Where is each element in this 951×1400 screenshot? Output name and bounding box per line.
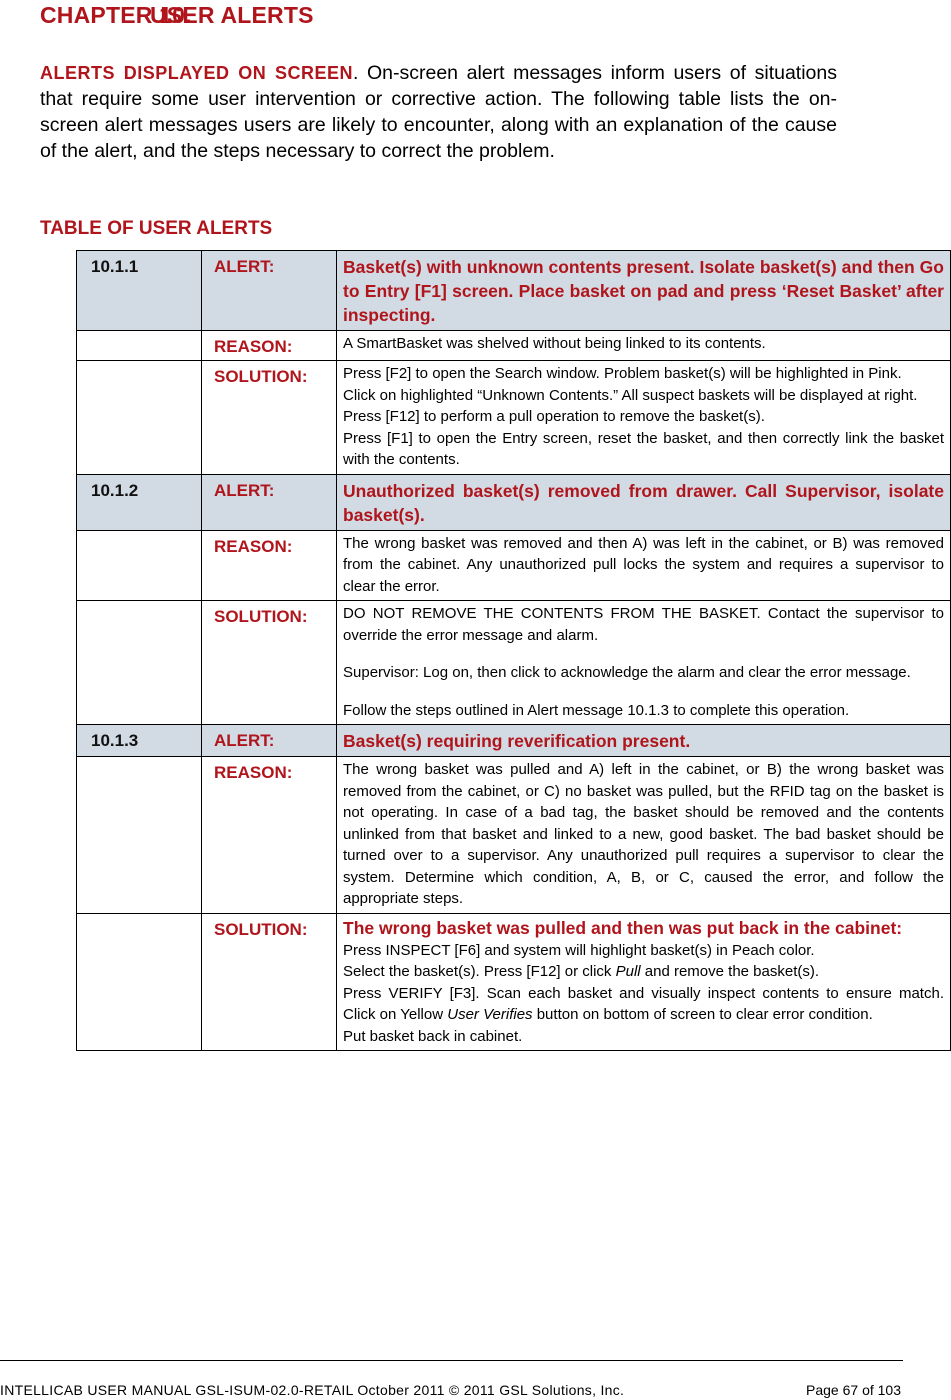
empty-cell: [77, 757, 202, 914]
step-text: Press VERIFY [F3]. Scan each basket and visually inspect contents to ensure match. Click on Yellow: [343, 984, 944, 1023]
solution-step: DO NOT REMOVE THE CONTENTS FROM THE BASKET. Contact the supervisor to override the error message and alarm.: [343, 605, 944, 644]
solution-step: Press [F12] to perform a pull operation to remove the basket(s).: [343, 408, 765, 425]
solution-label: SOLUTION:: [202, 601, 337, 725]
solution-cell: [337, 601, 951, 725]
intro-body: . On-screen alert messages inform users of situations that require some user intervention or corrective action. The following table lists the on-screen alert messages users are likely to encounter, along with an explanation of the cause of the alert, and the steps necessary to correct the problem.: [40, 62, 838, 162]
alert-message: Basket(s) requiring reverification present.: [337, 725, 951, 757]
empty-cell: [77, 913, 202, 1051]
empty-cell: [77, 601, 202, 725]
alert-label: ALERT:: [202, 725, 337, 757]
solution-row: [77, 601, 951, 725]
reason-text: The wrong basket was pulled and A) left in the cabinet, or B) the wrong basket was removed from the cabinet, or C) no basket was pulled, but the RFID tag on the basket is not operating. In case of a bad tag, the basket should be removed and the contents unlinked from that basket and linked to a new, good basket. The bad basket should be turned over to a supervisor. Any unauthorized pull requires a supervisor to clear the system. Determine which condition, A, B, or C, caused the error, and follow the appropriate steps.: [337, 757, 951, 914]
empty-cell: [77, 530, 202, 601]
footer-divider: [0, 1360, 903, 1361]
alert-row: [77, 725, 951, 757]
solution-row: [77, 913, 951, 1051]
solution-step: [343, 961, 944, 983]
intro-lead: ALERTS DISPLAYED ON SCREEN: [40, 63, 353, 83]
chapter-title: USER ALERTS: [150, 2, 314, 28]
step-text: button on bottom of screen to clear error condition.: [532, 1006, 873, 1023]
solution-step: Press [F1] to open the Entry screen, reset the basket, and then correctly link the basket with the contents.: [343, 429, 944, 468]
chapter-heading: [40, 2, 314, 29]
reason-text: A SmartBasket was shelved without being linked to its contents.: [337, 331, 951, 361]
alert-label: ALERT:: [202, 251, 337, 331]
footer-manual-info: INTELLICAB USER MANUAL GSL-ISUM-02.0-RETAIL October 2011 © 2011 GSL Solutions, Inc.: [0, 1382, 625, 1398]
alert-label: ALERT:: [202, 474, 337, 530]
solution-step: [343, 983, 944, 1026]
reason-label: REASON:: [202, 530, 337, 601]
reason-row: [77, 757, 951, 914]
alert-message: Unauthorized basket(s) removed from drawer. Call Supervisor, isolate basket(s).: [337, 474, 951, 530]
solution-heading: The wrong basket was pulled and then was put back in the cabinet:: [343, 917, 903, 938]
solution-cell: [337, 913, 951, 1051]
pull-term: Pull: [615, 963, 641, 980]
solution-cell: [337, 361, 951, 475]
solution-step: Put basket back in cabinet.: [343, 1027, 523, 1045]
solution-label: SOLUTION:: [202, 913, 337, 1051]
solution-row: [77, 361, 951, 475]
alert-id: 10.1.3: [77, 725, 202, 757]
solution-step: Follow the steps outlined in Alert message 10.1.3 to complete this operation.: [343, 701, 850, 719]
table-title: TABLE OF USER ALERTS: [40, 218, 273, 239]
solution-step: Click on highlighted “Unknown Contents.” All suspect baskets will be displayed at right.: [343, 386, 918, 404]
alert-message: Basket(s) with unknown contents present. Isolate basket(s) and then Go to Entry [F1] screen. Place basket on pad and press ‘Reset Basket’ after inspecting.: [337, 251, 951, 331]
page-number: Page 67 of 103: [806, 1382, 901, 1398]
user-verifies-term: User Verifies: [447, 1006, 533, 1023]
solution-step: Press [F2] to open the Search window. Problem basket(s) will be highlighted in Pink.: [343, 365, 902, 382]
solution-step: Press INSPECT [F6] and system will highlight basket(s) in Peach color.: [343, 941, 815, 959]
alert-id: 10.1.1: [77, 251, 202, 331]
reason-row: [77, 331, 951, 361]
reason-label: REASON:: [202, 331, 337, 361]
empty-cell: [77, 361, 202, 475]
solution-label: SOLUTION:: [202, 361, 337, 475]
reason-text: The wrong basket was removed and then A) was left in the cabinet, or B) was removed from the cabinet. Any unauthorized pull locks the system and requires a supervisor to clear the error.: [337, 530, 951, 601]
empty-cell: [77, 331, 202, 361]
chapter-number: CHAPTER 10.: [40, 2, 192, 28]
alert-row: [77, 474, 951, 530]
step-text: Select the basket(s). Press [F12] or click: [343, 963, 616, 980]
user-alerts-table: [76, 250, 951, 1051]
alert-id: 10.1.2: [77, 474, 202, 530]
alert-row: [77, 251, 951, 331]
reason-label: REASON:: [202, 757, 337, 914]
intro-paragraph: [40, 60, 837, 164]
step-text: and remove the basket(s).: [640, 963, 820, 980]
reason-row: [77, 530, 951, 601]
solution-step: Supervisor: Log on, then click to acknowledge the alarm and clear the error message.: [343, 664, 911, 681]
